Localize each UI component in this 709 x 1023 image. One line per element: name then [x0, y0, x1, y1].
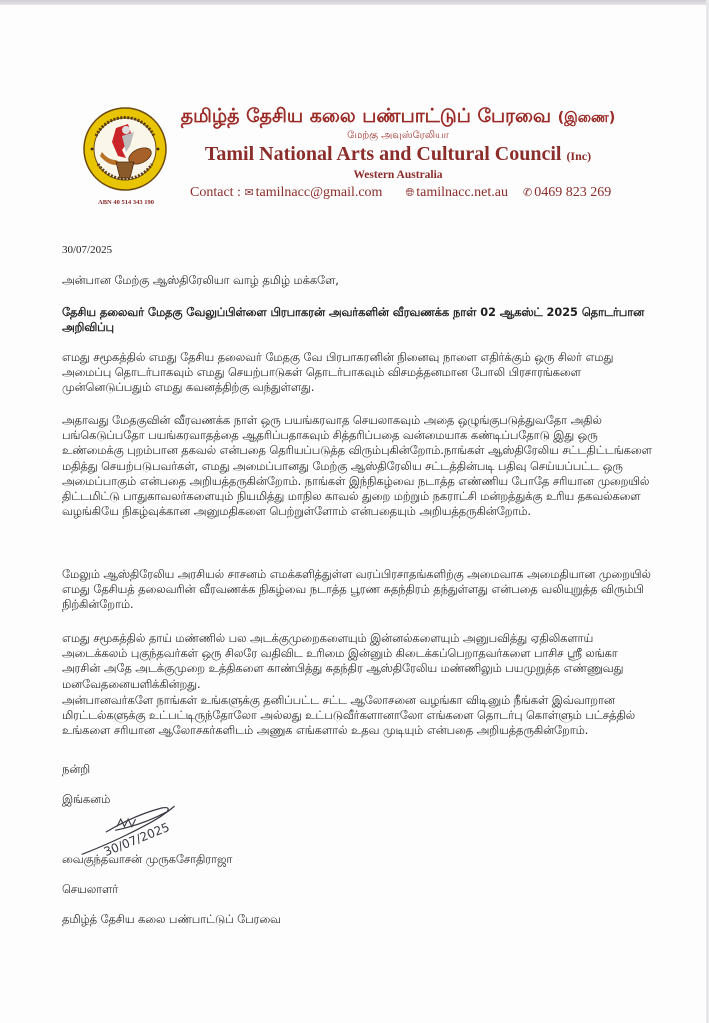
letter-date: 30/07/2025: [62, 244, 113, 256]
signatory-title: செயலாளர்: [62, 883, 119, 896]
paragraph-2: அதாவது மேதகுவின் வீரவணக்க நாள் ஒரு பயங்கரவாத செயலாகவும் அதை ஒழுங்குபடுத்துவதோ அதில் பங்கெடுப்பதோ பயங்கரவாதத்தை ஆதரிப்பதாகவும் சித்தரிப்பதை வன்மையாக கண்டிப்பதோடு இது ஒரு உண்மைக்கு புறம்பான தகவல் என்பதை தெரியப்படுத்த விரும்புகின்றோம்.நாங்கள் ஆஸ்திரேலிய சட்டதிட்டங்களை மதித்து செயற்படுபவர்கள், எமது அமைப்பானது மேற்கு ஆஸ்திரேலிய சட்டத்தின்படி பதிவு செய்யப்பட்ட ஒரு அமைப்பாகும் என்பதை அறியத்தருகின்றோம். நாங்கள் இந்நிகழ்வை நடாத்த எண்ணிய போதே சரியான முறையில் திட்டமிட்டு பாதுகாவலர்களையும் நியமித்து மாநில காவல் துறை மற்றும் நகராட்சி மன்றத்துக்கு உரிய தகவல்களை வழங்கியே நிகழ்வுக்கான அனுமதிகளை பெற்றுள்ளோம் என்பதையும் அறியத்தருகின்றோம்.: [62, 414, 652, 519]
phone-icon: ✆: [523, 187, 533, 199]
salutation: அன்பான மேற்கு ஆஸ்திரேலியா வாழ் தமிழ் மக்களே,: [62, 274, 339, 287]
contact-website[interactable]: tamilnacc.net.au: [416, 185, 508, 200]
org-name-english-text: Tamil National Arts and Cultural Council: [204, 143, 562, 165]
org-name-tamil-text: தமிழ்த் தேசிய கலை பண்பாட்டுப் பேரவை: [180, 105, 552, 127]
org-name-english: [178, 142, 618, 168]
signature-date-text: 30/07/2025: [101, 820, 172, 860]
org-region-tamil: மேற்கு அவுஸ்ரேலியா: [347, 130, 449, 141]
contact-line: [178, 183, 618, 203]
org-name-tamil: [178, 104, 618, 130]
org-inc-tamil: (இணை): [557, 110, 616, 126]
logo-block: [78, 104, 174, 212]
council-emblem-icon: [82, 106, 168, 192]
contact-label: Contact :: [190, 185, 241, 200]
abn-number: ABN 40 514 343 190: [98, 199, 154, 206]
thanks-text: நன்றி: [62, 763, 90, 776]
globe-icon: 🌐︎: [405, 187, 415, 199]
subject-line: தேசிய தலைவர் மேதகு வேலுப்பிள்ளை பிரபாகரன் அவர்களின் வீரவணக்க நாள் 02 ஆகஸ்ட் 2025 தொடர்பான அறிவிப்பு: [62, 306, 645, 335]
paragraph-1: எமது சமூகத்தில் எமது தேசிய தலைவர் மேதகு வே பிரபாகரனின் நினைவு நாளை எதிர்க்கும் ஒரு சிலர் எமது அமைப்பு தொடர்பாகவும் எமது செயற்பாடுகள் தொடர்பாகவும் விசமத்தனமான போலி பிரசாரங்களை முன்னெடுப்பதும் எமது கவனத்திற்கு வந்துள்ளது.: [62, 351, 614, 395]
closing-text: இங்கனம்: [62, 793, 111, 806]
envelope-icon: ✉: [244, 187, 254, 199]
letter-page: [0, 5, 706, 1023]
contact-phone[interactable]: 0469 823 269: [534, 185, 612, 200]
signatory-name: வைகுந்தவாசன் முருகசோதிராஜா: [62, 853, 233, 866]
contact-email[interactable]: tamilnacc@gmail.com: [255, 185, 383, 200]
handwritten-signature-icon: [78, 795, 208, 860]
organisation-name: தமிழ்த் தேசிய கலை பண்பாட்டுப் பேரவை: [62, 913, 281, 926]
letterhead-text: [178, 104, 618, 203]
paragraph-3: மேலும் ஆஸ்திரேலிய அரசியல் சாசனம் எமக்களித்துள்ள வரப்பிரசாதங்களிற்கு அமைவாக அமைதியான முறையில் எமது தேசியத் தலைவரின் வீரவணக்க நிகழ்வை நடாத்த பூரண சுதந்திரம் தந்துள்ளது என்பதை வலியுறுத்த விரும்பி நிற்கின்றோம்.: [62, 568, 651, 612]
letterhead: [78, 104, 618, 216]
org-inc-english: (Inc): [566, 149, 592, 163]
paragraph-4: எமது சமூகத்தில் தாய் மண்ணில் பல அடக்குமுறைகளையும் இன்னல்களையும் அனுபவித்து ஏதிலிகளாய் அடைக்கலம் புகுந்தவர்கள் ஒரு சிலரே வதிவிட உரிமை இன்னும் கிடைக்கப்பெறாதவர்களை பாசிச ஸ்ரீ லங்கா அரசின் அதே அடக்குமுறை உத்திகளை காண்பித்து சுதந்திர ஆஸ்திரேலிய மண்ணிலும் பயமுறுத்த எண்ணுவது மனவேதனையளிக்கின்றது.: [62, 632, 624, 691]
org-region-english: Western Australia: [353, 169, 443, 181]
paragraph-5: அன்பானவர்களே நாங்கள் உங்களுக்கு தனிப்பட்ட சட்ட ஆலோசனை வழங்கா விடினும் நீங்கள் இவ்வாறான மிரட்டல்களுக்கு உட்பட்டிருந்தோலோ அல்லது உட்படுவீர்களானாலோ எங்களை தொடர்பு கொள்ளும் பட்சத்தில் உங்களை சரியான ஆலோசகர்களிடம் அணுக எங்களால் உதவ முடியும் என்பதை அறியத்தருகின்றோம்.: [62, 694, 636, 738]
